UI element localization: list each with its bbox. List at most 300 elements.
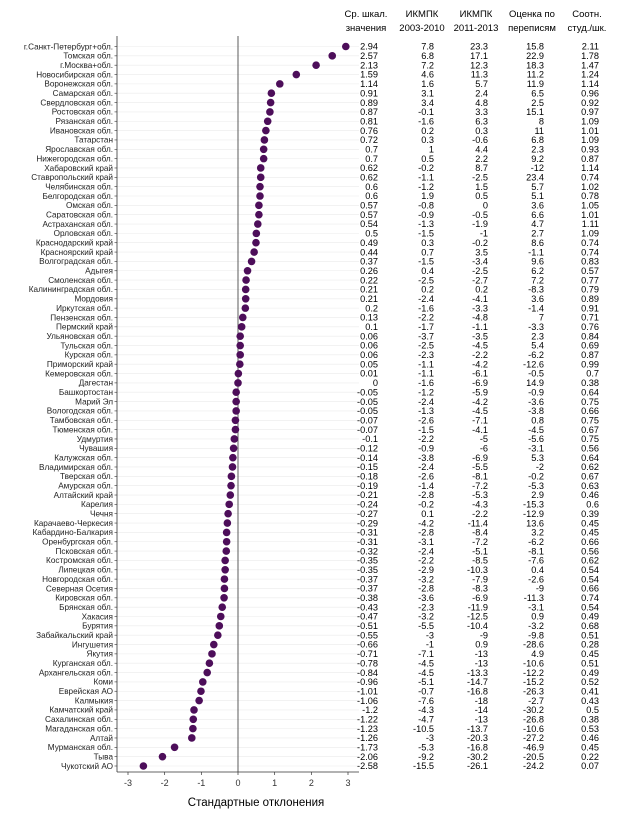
table-cell-ikm2: -1.9 (472, 219, 488, 230)
table-cell-ikm2: -6.9 (472, 378, 488, 389)
table-cell-ikm1: 0.7 (421, 247, 434, 258)
table-cell-ikm2: -5.9 (472, 387, 488, 398)
table-cell-sr: -0.43 (357, 602, 378, 613)
table-cell-ikm1: -2.4 (418, 462, 434, 473)
region-label: Алтай (89, 733, 113, 743)
data-point (232, 398, 240, 406)
region-label: Коми (93, 677, 113, 687)
region-label: Чувашия (79, 444, 113, 454)
column-header-sr: Ср. шкал. (344, 9, 388, 20)
table-cell-ikm2: 2.2 (475, 153, 488, 164)
table-cell-ikm2: -11.4 (467, 518, 488, 529)
table-cell-sr: -0.14 (357, 452, 378, 463)
table-cell-ikm1: -0.9 (418, 209, 434, 220)
table-cell-ratio: 2.11 (581, 41, 599, 52)
region-label: Хабаровский край (44, 163, 113, 173)
table-cell-sr: -0.29 (357, 518, 378, 529)
table-cell-ikm2: 3.3 (475, 107, 488, 118)
table-cell-ratio: 0.49 (581, 611, 599, 622)
table-cell-ikm2: -4.5 (472, 406, 488, 417)
data-point (221, 557, 229, 565)
data-point (220, 594, 228, 602)
table-cell-ikm1: 1 (428, 144, 434, 155)
table-cell-ratio: 0.71 (581, 312, 599, 323)
region-labels (24, 42, 114, 771)
table-cell-ratio: 0.7 (586, 368, 599, 379)
table-cell-ratio: 0.68 (581, 621, 599, 632)
table-cell-ikm2: 4.4 (475, 144, 488, 155)
data-point (242, 276, 250, 284)
table-cell-ratio: 0.41 (581, 686, 599, 697)
table-cell-ikm1: 0.3 (421, 237, 434, 248)
region-label: Пермский край (56, 322, 113, 332)
region-label: Тульская обл. (60, 341, 113, 351)
table-cell-ikm1: 0.4 (421, 265, 434, 276)
table-cell-ratio: 1.01 (581, 209, 599, 220)
region-label: Красноярский край (40, 247, 113, 257)
table-cell-sr: 0.7 (365, 153, 378, 164)
table-cell-ratio: 0.89 (581, 293, 599, 304)
table-cell-sr: -0.47 (357, 611, 378, 622)
table-cell-ikm2: -13.7 (467, 723, 488, 734)
table-cell-ikm2: -5.1 (472, 546, 488, 557)
table-cell-ratio: 0.79 (581, 284, 599, 295)
table-cell-sr: -0.37 (357, 574, 378, 585)
table-cell-ikm1: -7.1 (418, 649, 434, 660)
table-cell-sr: 0.44 (360, 247, 378, 258)
table-cell-ikm1: -0.7 (418, 686, 434, 697)
table-cell-ikm2: -11.9 (467, 602, 488, 613)
table-cell-sr: -1.01 (357, 686, 378, 697)
table-cell-census: -26.3 (523, 686, 544, 697)
table-cell-ikm2: 17.1 (470, 51, 488, 62)
data-point (230, 444, 238, 452)
table-cell-ikm1: 0.2 (421, 284, 434, 295)
table-cell-sr: 0.76 (360, 125, 378, 136)
region-label: Томская обл. (63, 51, 113, 61)
table-cell-sr: -0.31 (357, 527, 378, 538)
table-cell-sr: 0.49 (360, 237, 378, 248)
table-cell-census: 6.5 (531, 88, 544, 99)
table-cell-ikm1: -4.3 (418, 705, 434, 716)
table-cell-sr: 0.06 (360, 350, 378, 361)
table-cell-ikm1: -2.6 (418, 415, 434, 426)
data-point (231, 435, 239, 443)
data-point (236, 360, 244, 368)
table-cell-ratio: 0.67 (581, 424, 599, 435)
table-cell-ikm1: -3.6 (418, 593, 434, 604)
region-label: Сахалинская обл. (44, 715, 113, 725)
table-cell-sr: -0.07 (357, 424, 378, 435)
data-point (195, 697, 203, 705)
data-point (257, 174, 265, 182)
data-point (239, 314, 247, 322)
table-cell-ratio: 0.87 (581, 153, 599, 164)
table-cell-ikm2: 5.7 (475, 79, 488, 90)
table-cell-ikm1: -10.5 (413, 723, 434, 734)
data-point (159, 753, 167, 761)
data-point (253, 230, 261, 238)
table-cell-census: -30.2 (523, 705, 544, 716)
region-label: Самарская обл. (52, 89, 113, 99)
table-cell-census: 9.6 (531, 256, 544, 267)
region-label: Архангельская обл. (38, 668, 113, 678)
table-cell-ikm1: -7.6 (418, 695, 434, 706)
table-cell-census: -12.6 (523, 359, 544, 370)
table-cell-ikm2: -6.9 (472, 593, 488, 604)
region-label: Брянская обл. (59, 602, 113, 612)
table-cell-census: -10.6 (523, 658, 544, 669)
table-cell-ikm1: -2.3 (418, 350, 434, 361)
data-point (256, 183, 264, 191)
region-label: Смоленская обл. (48, 275, 113, 285)
table-cell-census: -3.8 (528, 406, 544, 417)
table-cell-ratio: 1.09 (581, 135, 599, 146)
data-point (224, 510, 232, 518)
table-cell-ikm2: -7.2 (472, 536, 488, 547)
table-cell-ikm1: 0.5 (421, 153, 434, 164)
table-cell-census: -3.1 (528, 443, 544, 454)
region-label: Курганская обл. (52, 659, 113, 669)
table-cell-sr: 0.21 (360, 284, 378, 295)
table-cell-ikm1: -1.4 (418, 480, 434, 491)
region-label: Астраханская обл. (42, 219, 113, 229)
table-cell-sr: 0 (372, 378, 378, 389)
table-cell-ikm1: -3.7 (418, 331, 434, 342)
table-cell-ikm2: -4.5 (472, 340, 488, 351)
table-cell-census: -3.6 (528, 396, 544, 407)
table-cell-ratio: 0.96 (581, 88, 599, 99)
table-cell-sr: 0.06 (360, 340, 378, 351)
table-cell-ikm1: -3.2 (418, 574, 434, 585)
table-cell-ikm1: -9.2 (418, 751, 434, 762)
table-cell-sr: -0.1 (362, 434, 378, 445)
table-cell-ratio: 0.49 (581, 667, 599, 678)
table-cell-ikm2: -9 (479, 630, 488, 641)
table-cell-sr: -0.07 (357, 415, 378, 426)
table-cell-ratio: 0.51 (581, 658, 599, 669)
table-cell-ikm1: -1.6 (418, 378, 434, 389)
table-cell-sr: -0.96 (357, 677, 378, 688)
table-cell-ikm1: -2.2 (418, 434, 434, 445)
table-cell-ikm2: -4.8 (472, 312, 488, 323)
table-cell-sr: -0.15 (357, 462, 378, 473)
table-cell-census: -6.2 (528, 536, 544, 547)
table-cell-ikm2: -6.9 (472, 452, 488, 463)
region-label: Удмуртия (76, 434, 113, 444)
table-cell-ikm1: -1.3 (418, 406, 434, 417)
table-cell-ikm1: -0.2 (418, 163, 434, 174)
table-cell-sr: -0.27 (357, 508, 378, 519)
table-cell-ratio: 0.45 (581, 527, 599, 538)
table-cell-ratio: 0.46 (581, 733, 599, 744)
table-cell-sr: -0.37 (357, 583, 378, 594)
table-cell-ikm1: -1.2 (418, 387, 434, 398)
data-point (222, 547, 230, 555)
table-cell-sr: -0.51 (357, 621, 378, 632)
region-label: Чечня (90, 509, 113, 519)
data-point (261, 136, 269, 144)
table-cell-census: -3.3 (528, 322, 544, 333)
table-cell-census: 0.9 (531, 611, 544, 622)
table-cell-ratio: 0.75 (581, 434, 599, 445)
table-cell-sr: -0.05 (357, 406, 378, 417)
table-cell-ikm2: -30.2 (467, 751, 488, 762)
region-label: Северная Осетия (45, 584, 113, 594)
region-label: Краснодарский край (35, 238, 113, 248)
region-label: Марий Эл (75, 397, 113, 407)
table-cell-ratio: 0.54 (581, 574, 599, 585)
region-label: Свердловская обл. (40, 98, 113, 108)
region-label: Ульяновская обл. (46, 331, 113, 341)
table-cell-ratio: 0.43 (581, 695, 599, 706)
table-cell-ikm2: 0.9 (475, 639, 488, 650)
table-cell-sr: -0.38 (357, 593, 378, 604)
table-cell-ikm2: 6.3 (475, 116, 488, 127)
table-cell-ikm1: -3.2 (418, 611, 434, 622)
data-point (221, 566, 229, 574)
table-cell-sr: -0.21 (357, 490, 378, 501)
data-point (232, 426, 240, 434)
table-cell-ikm2: -6 (479, 443, 488, 454)
table-cell-ratio: 0.46 (581, 490, 599, 501)
table-cell-ratio: 0.92 (581, 97, 599, 108)
table-cell-sr: 0.72 (360, 135, 378, 146)
data-point (260, 145, 268, 153)
table-cell-ikm1: 4.6 (421, 69, 434, 80)
table-cell-ikm2: -26.1 (467, 761, 488, 772)
table-cell-census: 3.6 (531, 200, 544, 211)
table-cell-census: -4.5 (528, 424, 544, 435)
region-label: Кабардино-Балкария (32, 528, 113, 538)
data-point (244, 267, 252, 275)
table-cell-ratio: 0.84 (581, 331, 599, 342)
table-cell-ikm1: -1.5 (418, 228, 434, 239)
table-cell-ratio: 0.5 (586, 705, 599, 716)
table-cell-census: 2.7 (531, 228, 544, 239)
table-cell-sr: 0.91 (360, 88, 378, 99)
table-cell-census: 9.2 (531, 153, 544, 164)
data-point (264, 117, 272, 125)
table-cell-ikm1: -2.2 (418, 312, 434, 323)
data-point (225, 501, 233, 509)
data-point (254, 220, 262, 228)
region-label: Камчатский край (49, 705, 113, 715)
data-point (242, 286, 250, 294)
table-cell-census: 2.3 (531, 331, 544, 342)
table-cell-sr: 0.22 (360, 275, 378, 286)
table-cell-ikm1: -5.1 (418, 677, 434, 688)
table-cell-ikm1: -2.5 (418, 275, 434, 286)
table-cell-ikm1: -4.5 (418, 667, 434, 678)
region-label: Калмыкия (74, 696, 113, 706)
region-label: Забайкальский край (36, 630, 113, 640)
table-cell-ikm1: 0.1 (421, 508, 434, 519)
table-cell-ikm2: 0 (482, 200, 488, 211)
table-cell-sr: 0.01 (360, 368, 378, 379)
table-cell-ikm2: 11.3 (470, 69, 488, 80)
table-cell-census: 15.1 (526, 107, 544, 118)
table-cell-sr: 0.6 (365, 181, 378, 192)
x-tick-label: 0 (235, 778, 241, 788)
data-point (267, 99, 275, 107)
table-cell-ratio: 0.38 (581, 714, 599, 725)
table-cell-ikm2: -2.7 (472, 275, 488, 286)
table-cell-census: -7.6 (528, 555, 544, 566)
table-cell-ikm2: 0.5 (475, 191, 488, 202)
region-label: Оренбургская обл. (42, 537, 113, 547)
table-cell-ratio: 0.45 (581, 649, 599, 660)
table-cell-census: -46.9 (523, 742, 544, 753)
table-cell-ikm2: -4.1 (472, 293, 488, 304)
table-cell-ikm2: -0.5 (472, 209, 488, 220)
data-point (252, 239, 260, 247)
data-point (221, 575, 229, 583)
column-header-ikm2-sub: 2011-2013 (453, 23, 499, 34)
table-cell-ikm2: -7.2 (472, 480, 488, 491)
table-cell-ratio: 1.47 (581, 60, 599, 71)
table-cell-sr: -1.73 (357, 742, 378, 753)
table-cell-ikm2: -2.5 (472, 172, 488, 183)
table-cell-sr: 0.06 (360, 331, 378, 342)
table-cell-census: -27.2 (523, 733, 544, 744)
data-point (227, 491, 235, 499)
data-point (312, 61, 320, 69)
region-label: Саратовская обл. (46, 210, 113, 220)
table-cell-sr: 0.62 (360, 172, 378, 183)
table-cell-sr: 1.14 (360, 79, 378, 90)
region-label: Амурская обл. (58, 481, 113, 491)
table-cell-census: -24.2 (523, 761, 544, 772)
table-cell-ratio: 0.67 (581, 471, 599, 482)
table-cell-census: 22.9 (526, 51, 544, 62)
region-label: Псковская обл. (55, 546, 113, 556)
table-cell-census: -9.8 (528, 630, 544, 641)
table-cell-ikm2: -20.3 (467, 733, 488, 744)
table-cell-ikm1: -1.3 (418, 219, 434, 230)
table-cell-ikm1: -1.6 (418, 303, 434, 314)
table-cell-ikm1: -5.5 (418, 621, 434, 632)
table-cell-ikm1: -2.5 (418, 340, 434, 351)
data-point (221, 585, 229, 593)
table-cell-sr: 0.26 (360, 265, 378, 276)
table-cell-sr: -0.71 (357, 649, 378, 660)
table-cell-sr: 0.87 (360, 107, 378, 118)
table-cell-ratio: 0.56 (581, 443, 599, 454)
data-point (268, 89, 276, 97)
table-cell-ratio: 1.24 (581, 69, 599, 80)
table-cell-ikm1: -0.2 (418, 499, 434, 510)
table-cell-census: 4.9 (531, 649, 544, 660)
table-cell-ikm1: 1.9 (421, 191, 434, 202)
table-cell-ikm2: -13 (474, 649, 488, 660)
table-cell-sr: -1.22 (357, 714, 378, 725)
data-point (190, 706, 198, 714)
table-cell-ikm1: -3 (425, 630, 434, 641)
table-cell-sr: 0.54 (360, 219, 378, 230)
table-cell-sr: 0.6 (365, 191, 378, 202)
data-point (236, 351, 244, 359)
region-label: Воронежская обл. (44, 79, 113, 89)
region-label: Кемеровская обл. (45, 369, 113, 379)
table-cell-census: 8.6 (531, 237, 544, 248)
table-cell-sr: -1.2 (362, 705, 378, 716)
table-cell-sr: 1.59 (360, 69, 378, 80)
data-point (232, 407, 240, 415)
table-cell-census: 18.3 (526, 60, 544, 71)
table-cell-ikm1: -1.5 (418, 424, 434, 435)
region-label: Новосибирская обл. (36, 70, 113, 80)
table-cell-ikm2: -14 (474, 705, 488, 716)
data-point (248, 258, 256, 266)
table-cell-ratio: 0.74 (581, 237, 599, 248)
table-cell-sr: -0.35 (357, 564, 378, 575)
table-cell-ikm2: -0.2 (472, 237, 488, 248)
column-header-ratio: Соотн. (572, 9, 602, 20)
value-table (345, 9, 607, 771)
table-cell-ikm2: -16.8 (467, 742, 488, 753)
table-cell-ratio: 0.83 (581, 256, 599, 267)
table-cell-ratio: 0.74 (581, 247, 599, 258)
table-cell-ratio: 1.01 (581, 125, 599, 136)
data-point (214, 631, 222, 639)
table-cell-ikm2: -13 (474, 714, 488, 725)
data-point (257, 164, 265, 172)
table-cell-census: 0.4 (531, 564, 544, 575)
table-cell-ikm2: -18 (474, 695, 488, 706)
table-cell-ikm1: -0.9 (418, 443, 434, 454)
table-cell-ikm2: -4.2 (472, 396, 488, 407)
data-point (255, 202, 263, 210)
data-point (242, 304, 250, 312)
region-label: Волгоградская обл. (39, 257, 113, 267)
table-cell-census: -26.8 (523, 714, 544, 725)
table-cell-ikm1: 0.3 (421, 135, 434, 146)
table-cell-census: 11.9 (526, 79, 544, 90)
column-header-census: Оценка по (509, 9, 555, 20)
table-cell-census: 3.2 (531, 527, 544, 538)
table-cell-census: 5.1 (531, 191, 544, 202)
table-cell-sr: 0.5 (365, 228, 378, 239)
region-label: Кировская обл. (55, 593, 113, 603)
table-cell-sr: 0.7 (365, 144, 378, 155)
table-cell-ikm1: 7.2 (421, 60, 434, 71)
column-header-sr-sub: значения (345, 23, 387, 34)
table-cell-census: -28.6 (523, 639, 544, 650)
region-label: Пензенская обл. (50, 313, 113, 323)
region-label: Магаданская обл. (45, 724, 113, 734)
table-cell-census: -1.4 (528, 303, 544, 314)
region-label: Хакасия (81, 612, 113, 622)
table-cell-ikm2: 0.2 (475, 284, 488, 295)
data-point (223, 529, 231, 537)
region-label: Чукотский АО (60, 761, 113, 771)
table-cell-census: -10.6 (523, 723, 544, 734)
region-label: Калужская обл. (54, 453, 113, 463)
data-point (276, 80, 284, 88)
table-cell-ikm1: -4.5 (418, 658, 434, 669)
table-cell-ikm1: -1.5 (418, 256, 434, 267)
table-cell-ikm2: -1.1 (472, 322, 488, 333)
table-cell-ikm2: -1 (479, 228, 488, 239)
table-cell-ratio: 0.51 (581, 630, 599, 641)
table-cell-census: -2 (535, 462, 544, 473)
table-cell-ikm1: 6.8 (421, 51, 434, 62)
table-cell-census: -8.1 (528, 546, 544, 557)
table-cell-ikm1: -0.8 (418, 200, 434, 211)
table-cell-ikm2: -5 (479, 434, 488, 445)
table-cell-sr: -1.23 (357, 723, 378, 734)
